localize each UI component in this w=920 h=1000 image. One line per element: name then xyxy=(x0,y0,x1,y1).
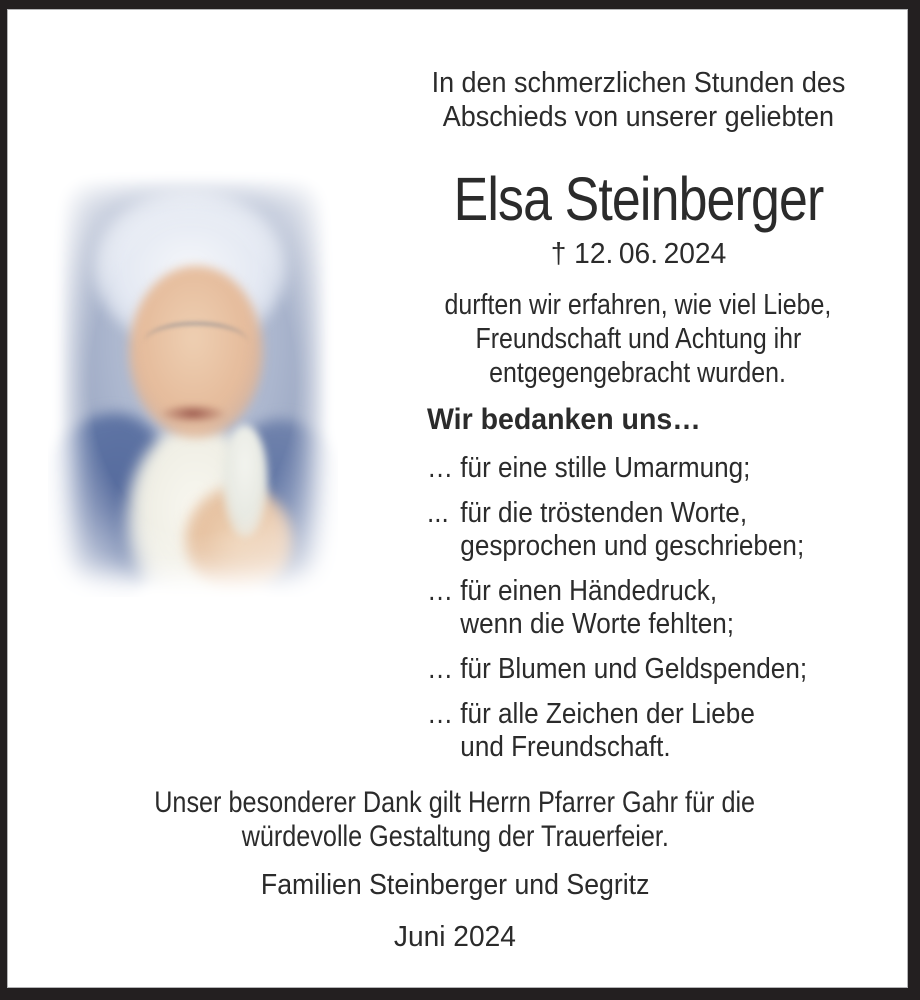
thanks-item-line: für alle Zeichen der Liebe xyxy=(460,698,755,730)
notice-date-block xyxy=(14,920,896,954)
thanks-item xyxy=(427,653,904,686)
thanks-item-line: für eine stille Umarmung; xyxy=(460,452,751,484)
ellipsis-marker: ... xyxy=(427,497,449,529)
family-signature: Familien Steinberger und Segritz xyxy=(260,869,650,901)
ellipsis-marker: … xyxy=(427,575,454,607)
thanks-list xyxy=(373,452,920,776)
death-date-block xyxy=(373,237,903,271)
tribute-line-3: entgegengebracht wurden. xyxy=(489,357,787,389)
thanks-item-line: und Freundschaft. xyxy=(460,731,671,763)
tribute-line-2: Freundschaft und Achtung ihr xyxy=(475,323,801,355)
intro-line-2: Abschieds von unserer geliebten xyxy=(442,101,834,133)
intro-line-1: In den schmerzlichen Stunden des xyxy=(431,67,845,99)
thanks-item-line: für Blumen und Geldspenden; xyxy=(460,653,808,685)
ellipsis-marker: … xyxy=(427,653,454,685)
thanks-heading-block xyxy=(373,402,920,438)
thanks-item xyxy=(427,452,904,485)
notice-date: Juni 2024 xyxy=(393,921,517,953)
special-thanks-block xyxy=(14,786,896,854)
thanks-item-line: für die tröstenden Worte, xyxy=(460,497,748,529)
deceased-name: Elsa Steinberger xyxy=(453,165,823,233)
ellipsis-marker: … xyxy=(427,698,454,730)
deceased-name-block xyxy=(373,166,903,232)
family-signature-block xyxy=(14,868,896,902)
thanks-item xyxy=(427,575,904,641)
thanks-item xyxy=(427,698,904,764)
special-thanks-line-2: würdevolle Gestaltung der Trauerfeier. xyxy=(241,820,669,853)
intro-text xyxy=(373,66,903,134)
thanks-item-line: gesprochen und geschrieben; xyxy=(460,530,805,562)
thanks-heading: Wir bedanken uns… xyxy=(427,403,701,436)
thanks-item-line: für einen Händedruck, xyxy=(460,575,718,607)
thanks-item-line: wenn die Worte fehlten; xyxy=(460,608,735,640)
thanks-item xyxy=(427,497,904,563)
ellipsis-marker: … xyxy=(427,452,454,484)
photo-vignette xyxy=(48,167,338,597)
death-date: † 12. 06. 2024 xyxy=(550,238,726,270)
special-thanks-line-1: Unser besonderer Dank gilt Herrn Pfarrer Gahr für die xyxy=(154,786,756,819)
portrait-photo xyxy=(48,167,338,597)
tribute-line-1: durften wir erfahren, wie viel Liebe, xyxy=(444,289,832,321)
tribute-text xyxy=(373,288,903,390)
